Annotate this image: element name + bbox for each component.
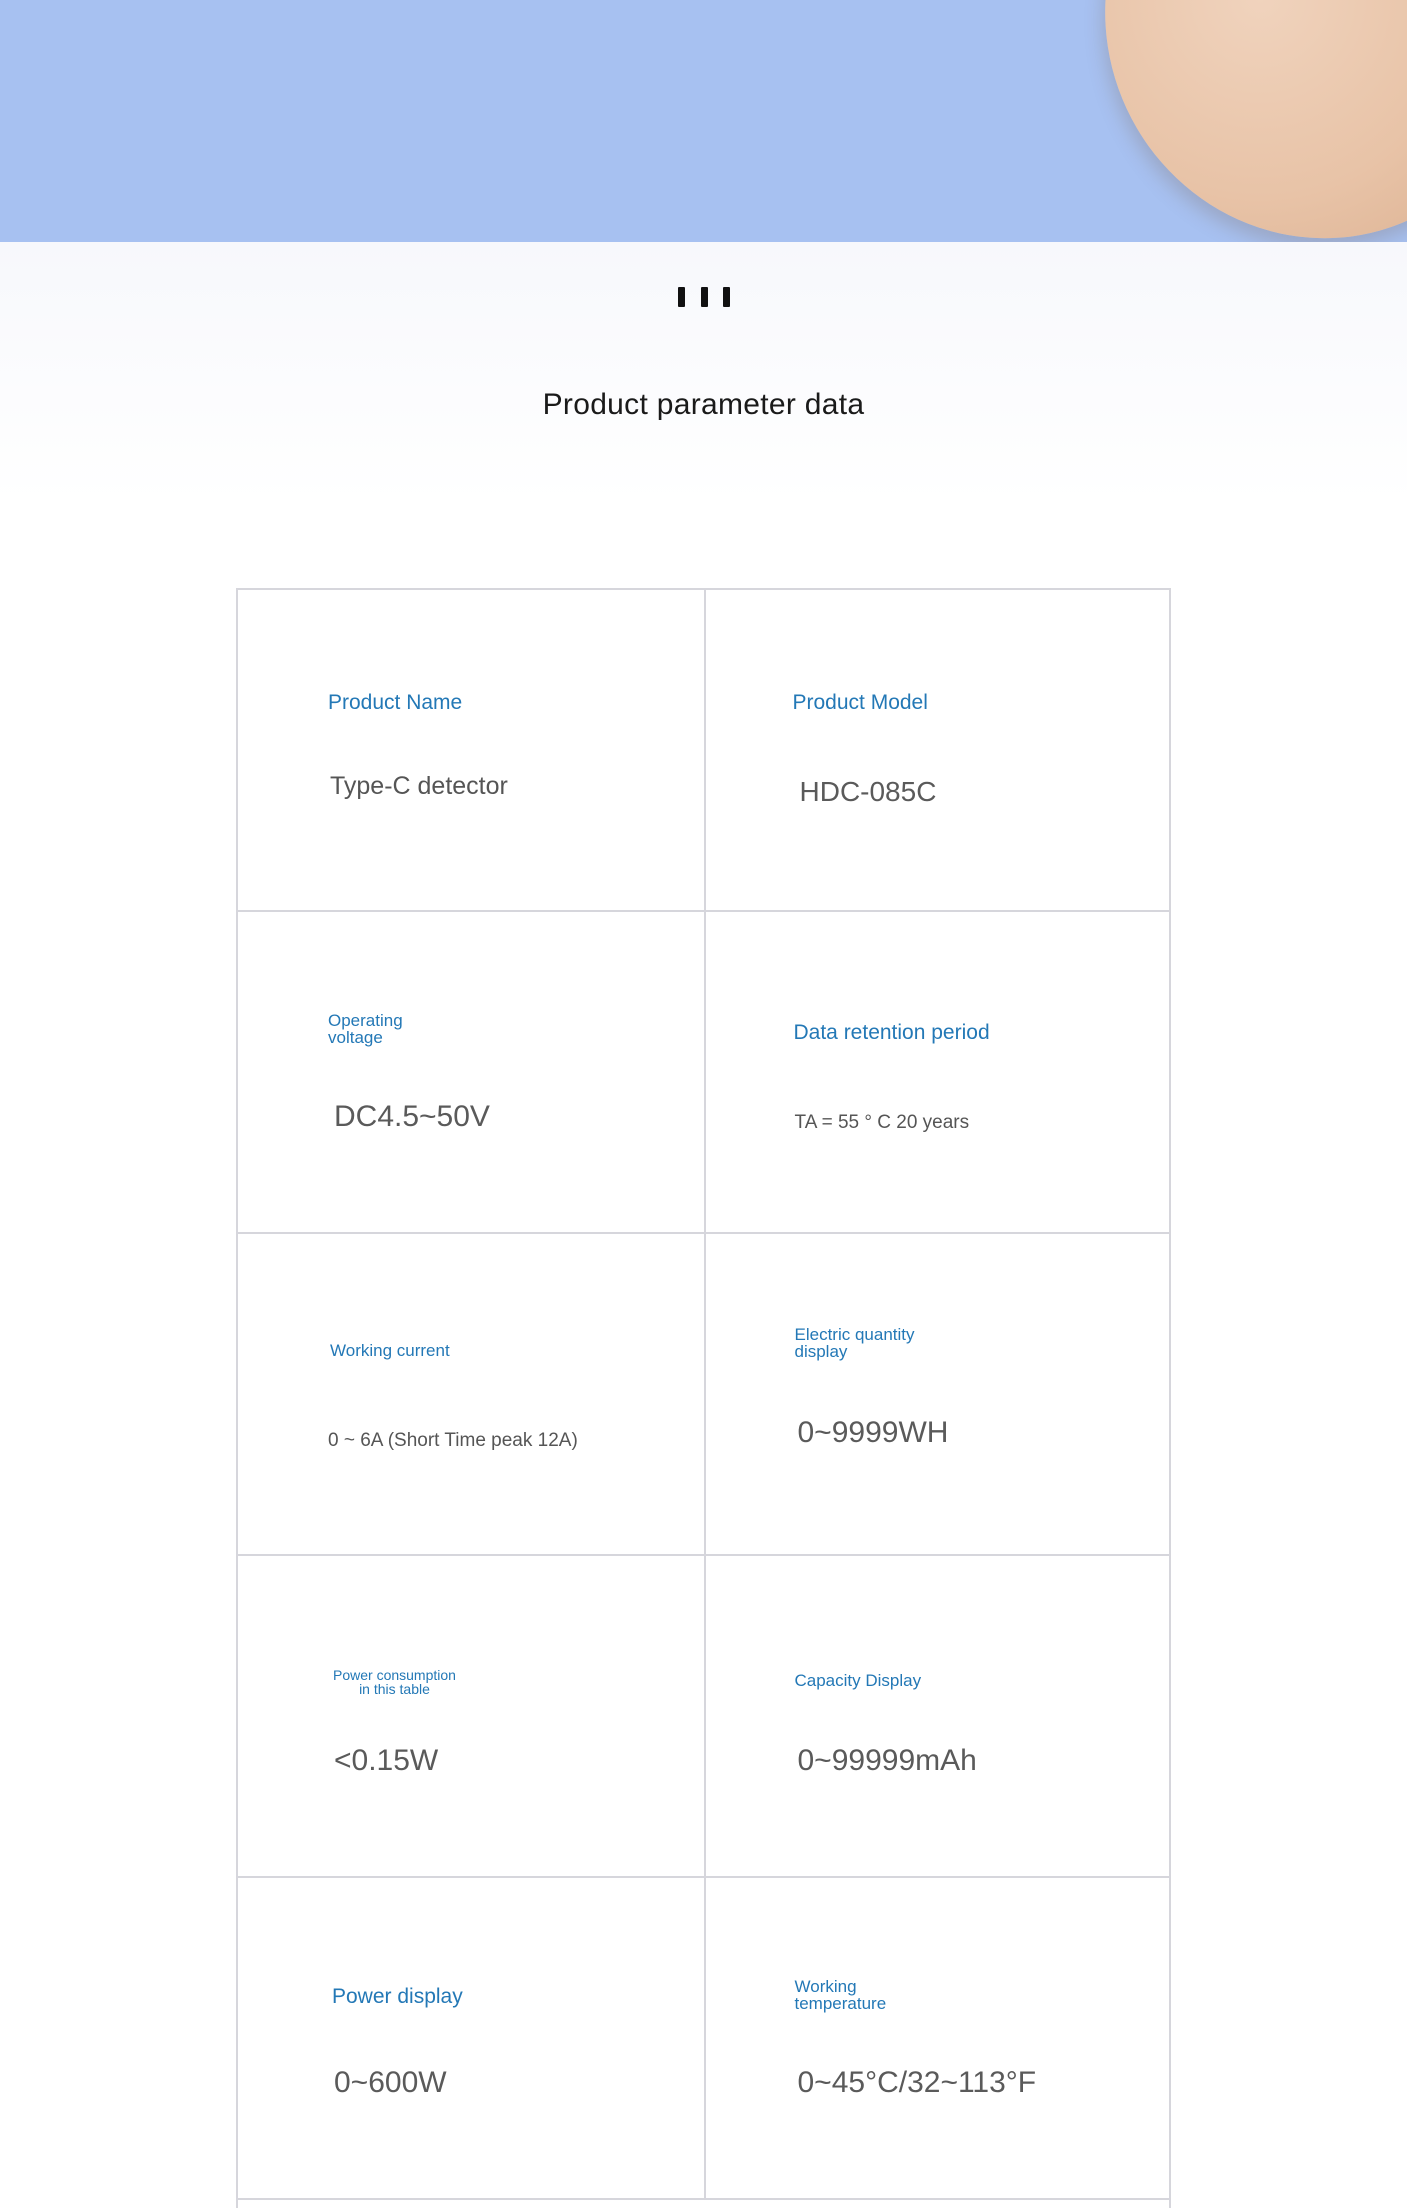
param-value: 0~99999mAh (797, 1744, 977, 1777)
param-label: Electric quantity display (794, 1325, 915, 1361)
table-row (238, 1234, 1169, 1556)
param-cell-product-name (238, 590, 704, 910)
param-label: Working temperature (794, 1977, 887, 2013)
param-label: Working current (330, 1341, 450, 1360)
param-cell-power-consumption (238, 1556, 704, 1876)
param-cell-power-display (238, 1878, 704, 2198)
param-value: DC4.5~50V (334, 1100, 490, 1133)
param-cell-operating-voltage (238, 912, 704, 1232)
param-cell-data-retention (704, 912, 1170, 1232)
param-label: Product Model (792, 691, 928, 714)
banner-fade (0, 242, 1407, 502)
hero-banner (0, 0, 1407, 242)
section-title: Product parameter data (542, 388, 865, 421)
param-cell-working-temperature (704, 1878, 1170, 2198)
param-value: HDC-085C (799, 776, 937, 807)
table-row (238, 1878, 1169, 2200)
param-label: Power consumption in this table (333, 1667, 456, 1697)
param-value: 0~9999WH (797, 1416, 949, 1449)
table-row (238, 1556, 1169, 1878)
param-value: 0 ~ 6A (Short Time peak 12A) (328, 1430, 578, 1451)
table-row (238, 912, 1169, 1234)
param-value: Type-C detector (330, 772, 508, 800)
param-value: 0~600W (334, 2066, 447, 2099)
param-label: Capacity Display (794, 1671, 922, 1690)
param-label: Operating voltage (328, 1011, 403, 1047)
parameter-table (236, 588, 1171, 2208)
param-label: Data retention period (793, 1021, 990, 1044)
param-cell-electric-quantity (704, 1234, 1170, 1554)
param-cell-working-current (238, 1234, 704, 1554)
param-value: TA = 55 ° C 20 years (794, 1112, 970, 1133)
param-value: <0.15W (334, 1744, 439, 1777)
section-marker-icon (678, 287, 730, 307)
param-value: 0~45°C/32~113°F (797, 2066, 1037, 2099)
param-cell-product-model (704, 590, 1170, 910)
table-row (238, 590, 1169, 912)
hand-image (1034, 0, 1407, 242)
param-cell-capacity-display (704, 1556, 1170, 1876)
param-label: Power display (332, 1985, 463, 2008)
param-label: Product Name (328, 691, 463, 714)
